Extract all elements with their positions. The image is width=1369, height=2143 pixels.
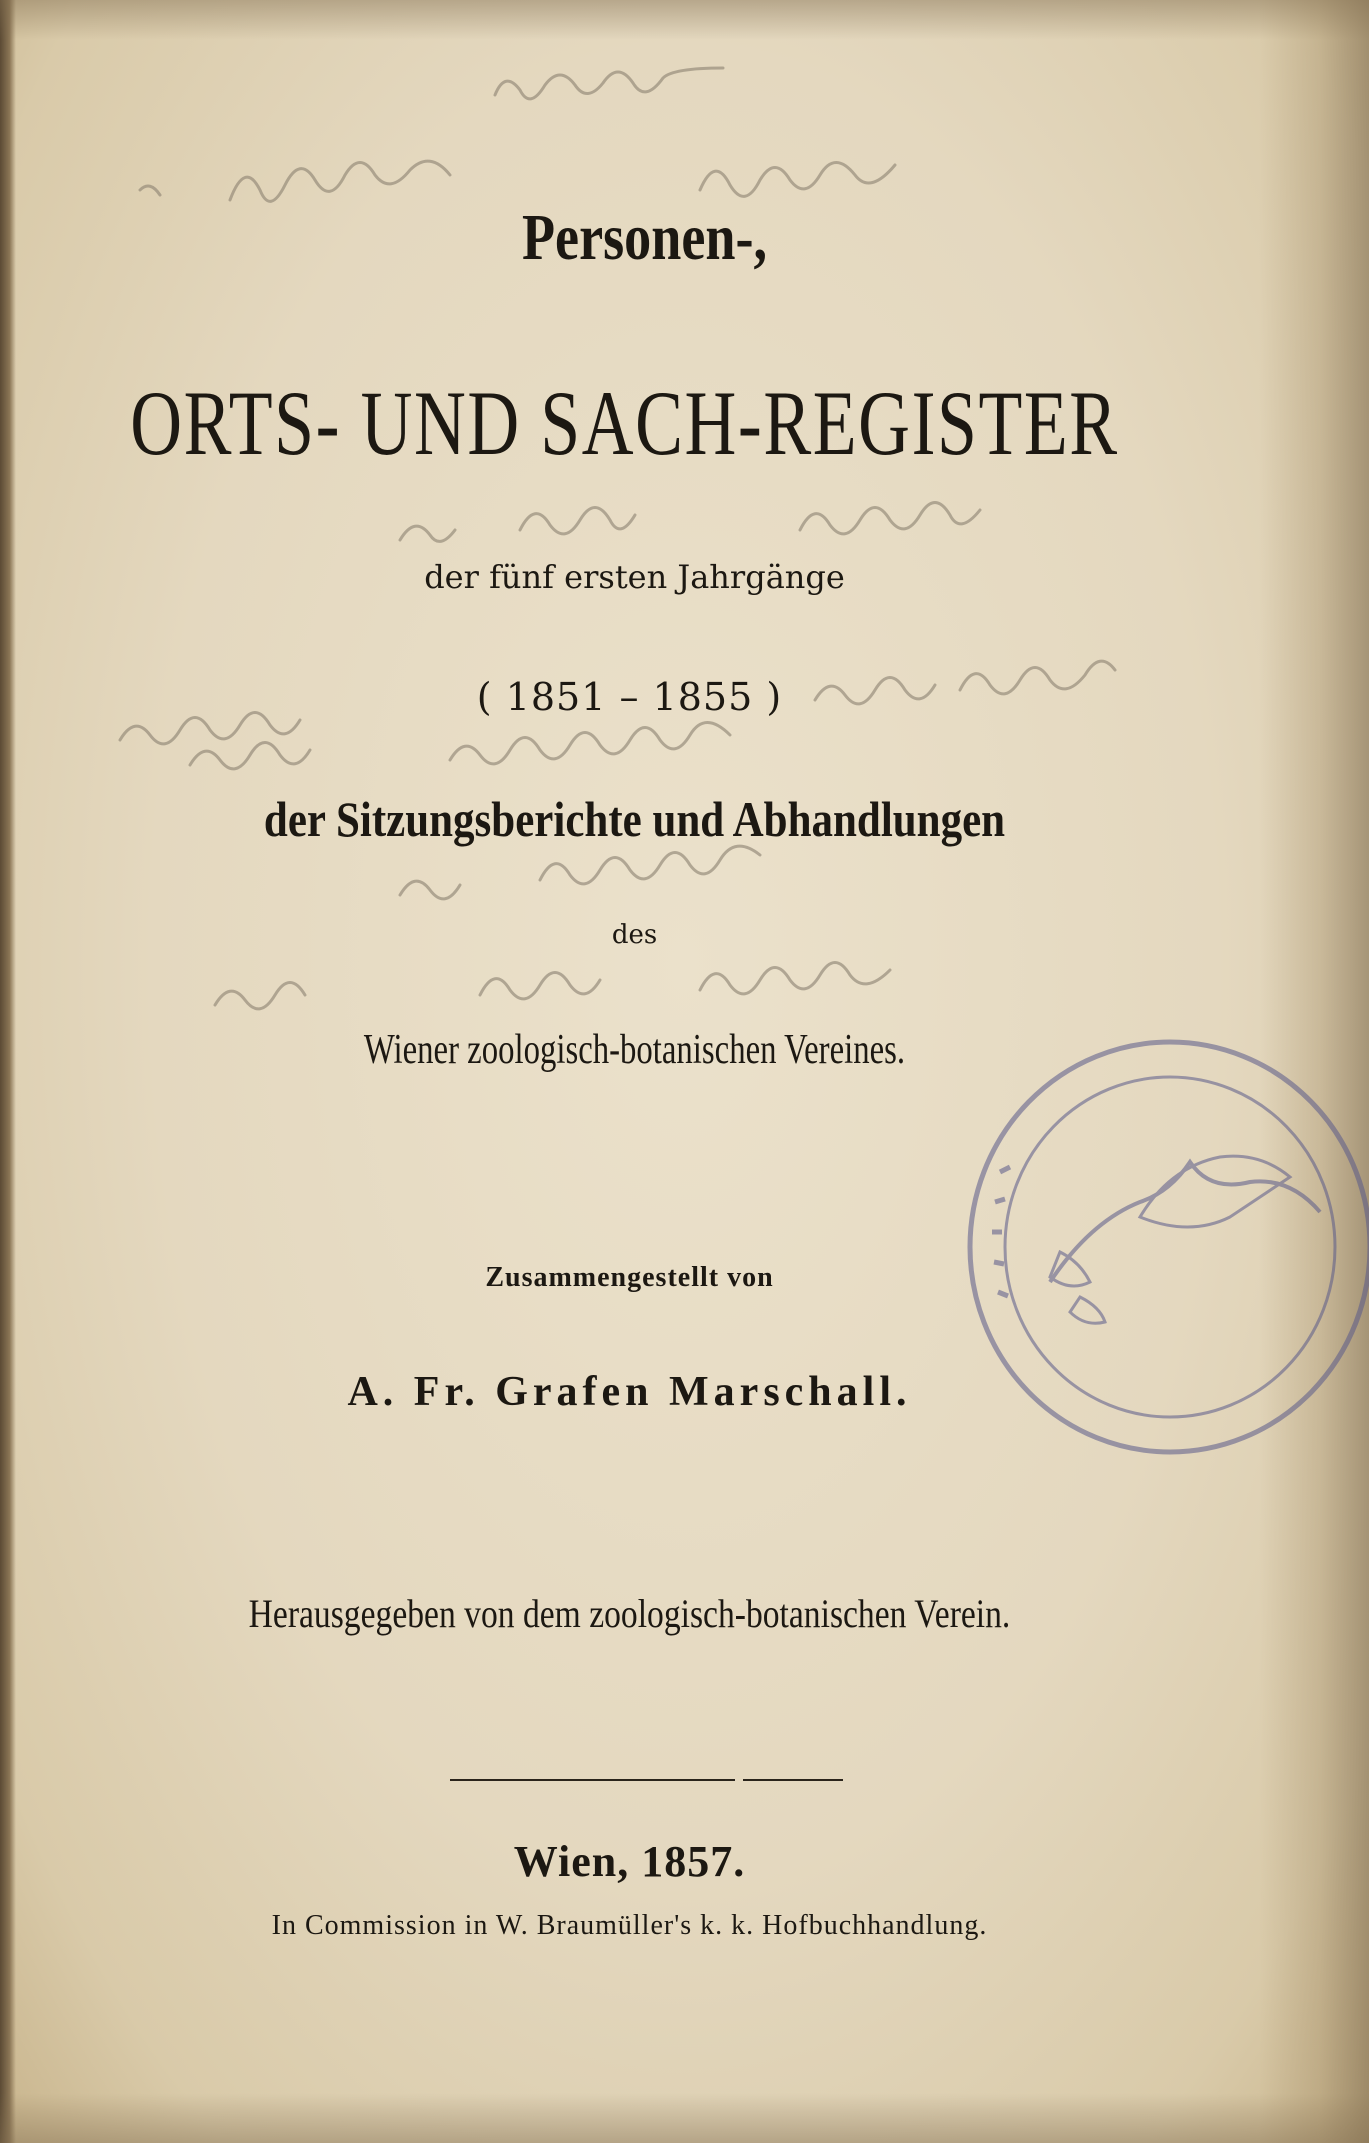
divider-rule-left xyxy=(450,1779,735,1781)
subtitle-des: des xyxy=(611,920,658,950)
place-and-year: Wien, 1857. xyxy=(513,1837,746,1886)
subtitle-years-text: der fünf ersten Jahrgänge xyxy=(424,558,845,596)
divider-rule-right xyxy=(743,1779,843,1781)
subtitle-sitzungsberichte: der Sitzungsberichte und Abhandlungen xyxy=(263,791,1006,847)
compiled-by-label: Zusammengestellt von xyxy=(485,1262,774,1293)
publisher-line: Herausgegeben von dem zoologisch-botanischen Verein. xyxy=(248,1591,1011,1636)
title-line-register: ORTS- UND SACH-REGISTER xyxy=(130,372,1119,474)
author-name: A. Fr. Grafen Marschall. xyxy=(347,1369,912,1415)
title-line-personen: Personen-, xyxy=(521,201,768,274)
commission-line: In Commission in W. Braumüller's k. k. Hofbuchhandlung. xyxy=(271,1910,988,1941)
society-name: Wiener zoologisch-botanischen Vereines. xyxy=(363,1027,906,1073)
library-stamp-icon xyxy=(940,1022,1369,1462)
year-range: ( 1851 – 1855 ) xyxy=(476,675,783,719)
